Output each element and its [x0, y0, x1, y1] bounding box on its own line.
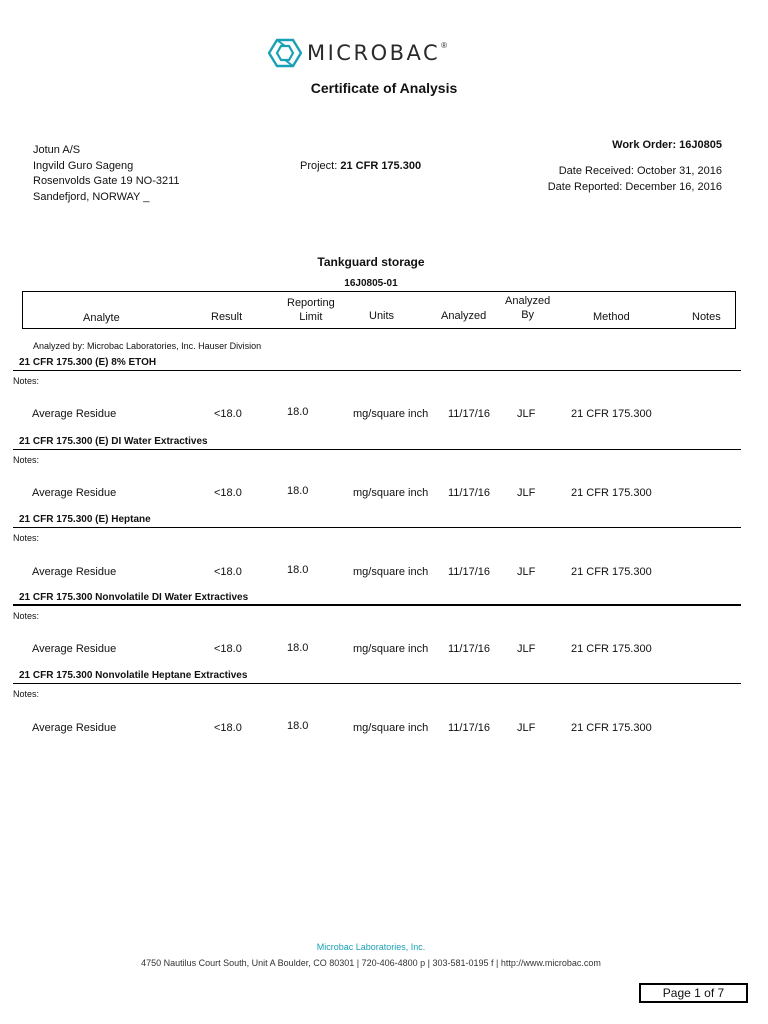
- section-title: 21 CFR 175.300 (E) Heptane: [19, 514, 151, 525]
- date-reported: Date Reported: December 16, 2016: [547, 181, 722, 193]
- work-order: Work Order: 16J0805: [612, 139, 722, 151]
- section-title: 21 CFR 175.300 (E) 8% ETOH: [19, 357, 157, 368]
- section-title: 21 CFR 175.300 Nonvolatile Heptane Extractives: [19, 670, 248, 681]
- cell-result: <18.0: [214, 643, 242, 655]
- cell-result: <18.0: [214, 566, 242, 578]
- microbac-hexagon-logo-icon: [268, 38, 302, 68]
- cell-method: 21 CFR 175.300: [571, 487, 652, 499]
- notes-label: Notes:: [13, 376, 40, 386]
- cell-units: mg/square inch: [353, 643, 429, 655]
- header-reporting-limit: [287, 296, 335, 324]
- cell-units: mg/square inch: [353, 487, 429, 499]
- notes-label: Notes:: [13, 533, 40, 543]
- section-title: 21 CFR 175.300 Nonvolatile DI Water Extractives: [19, 592, 249, 603]
- client-address: [33, 143, 180, 205]
- section-divider: [13, 683, 741, 684]
- analyzed-by-note: Analyzed by: Microbac Laboratories, Inc. Hauser Division: [33, 341, 262, 351]
- cell-analyzed: 11/17/16: [448, 722, 491, 734]
- cell-result: <18.0: [214, 487, 242, 499]
- cell-method: 21 CFR 175.300: [571, 566, 652, 578]
- header-analyte: Analyte: [83, 312, 120, 324]
- cell-analyzed-by: JLF: [517, 566, 536, 578]
- cell-units: mg/square inch: [353, 722, 429, 734]
- cell-method: 21 CFR 175.300: [571, 643, 652, 655]
- cell-analyte: Average Residue: [32, 566, 117, 578]
- section-divider: [13, 604, 741, 606]
- sample-id: 16J0805-01: [344, 278, 398, 289]
- cell-analyzed: 11/17/16: [448, 643, 491, 655]
- cell-analyzed: 11/17/16: [448, 487, 491, 499]
- page-title: Certificate of Analysis: [310, 80, 458, 96]
- cell-limit: 18.0: [287, 564, 309, 576]
- cell-result: <18.0: [214, 408, 242, 420]
- section-divider: [13, 449, 741, 450]
- footer-lab-name: Microbac Laboratories, Inc.: [316, 942, 426, 952]
- cell-limit: 18.0: [287, 485, 309, 497]
- page-number: Page 1 of 7: [639, 983, 748, 1003]
- header-analyzed-by-line1: Analyzed: [505, 295, 551, 307]
- notes-label: Notes:: [13, 611, 40, 621]
- header-reporting-line1: Reporting: [287, 297, 335, 309]
- project-info: [300, 160, 421, 172]
- cell-method: 21 CFR 175.300: [571, 408, 652, 420]
- header-analyzed-by: [505, 294, 550, 322]
- client-name: Jotun A/S: [33, 144, 81, 156]
- section-divider: [13, 370, 741, 371]
- cell-result: <18.0: [214, 722, 242, 734]
- header-units: Units: [369, 310, 395, 322]
- header-analyzed: Analyzed: [441, 310, 487, 322]
- cell-method: 21 CFR 175.300: [571, 722, 652, 734]
- header-method: Method: [593, 311, 630, 323]
- client-contact: Ingvild Guro Sageng: [33, 159, 134, 172]
- cell-limit: 18.0: [287, 406, 309, 418]
- client-street: Rosenvolds Gate 19 NO-3211: [33, 175, 180, 187]
- header-notes: Notes: [692, 311, 721, 323]
- date-received: Date Received: October 31, 2016: [558, 165, 722, 177]
- cell-analyzed-by: JLF: [517, 408, 536, 420]
- header-reporting-line2: Limit: [299, 311, 323, 323]
- report-dates: [548, 163, 722, 195]
- cell-analyzed-by: JLF: [517, 643, 536, 655]
- cell-limit: 18.0: [287, 720, 309, 732]
- section-title: 21 CFR 175.300 (E) DI Water Extractives: [19, 436, 208, 447]
- client-city: Sandefjord, NORWAY _: [33, 190, 150, 203]
- cell-analyte: Average Residue: [32, 643, 117, 655]
- sample-name: Tankguard storage: [317, 255, 425, 269]
- cell-analyzed: 11/17/16: [448, 408, 491, 420]
- cell-analyzed: 11/17/16: [448, 566, 491, 578]
- cell-analyzed-by: JLF: [517, 722, 536, 734]
- footer-address: 4750 Nautilus Court South, Unit A Boulder, CO 80301 | 720-406-4800 p | 303-581-0195 f | http://www.microbac.com: [141, 958, 601, 968]
- cell-analyzed-by: JLF: [517, 487, 536, 499]
- notes-label: Notes:: [13, 689, 40, 699]
- cell-units: mg/square inch: [353, 408, 429, 420]
- project-label: Project:: [300, 160, 338, 172]
- section-divider: [13, 527, 741, 528]
- header-result: Result: [211, 311, 243, 323]
- table-header: [22, 291, 736, 329]
- logo-registered-mark: ®: [441, 40, 448, 50]
- project-value: 21 CFR 175.300: [340, 160, 422, 172]
- cell-analyte: Average Residue: [32, 487, 117, 499]
- microbac-logo: [268, 38, 447, 68]
- cell-analyte: Average Residue: [32, 408, 117, 420]
- cell-analyte: Average Residue: [32, 722, 117, 734]
- header-analyzed-by-line2: By: [521, 309, 535, 321]
- notes-label: Notes:: [13, 455, 40, 465]
- cell-limit: 18.0: [287, 642, 309, 654]
- logo-wordmark: MICROBAC: [307, 41, 441, 65]
- cell-units: mg/square inch: [353, 566, 429, 578]
